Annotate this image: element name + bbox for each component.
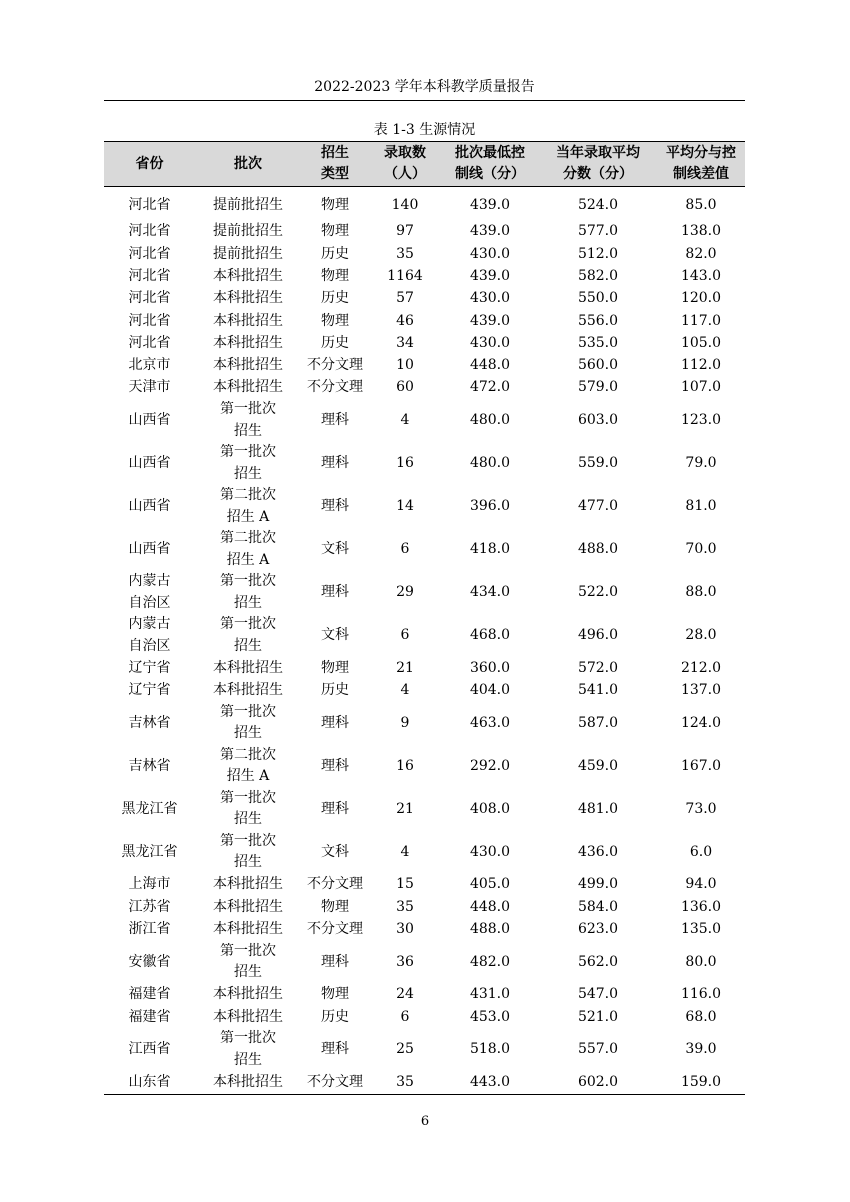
cell-type: 理科: [321, 714, 349, 731]
cell-province: 上海市: [128, 876, 171, 893]
cell-province: 河北省: [128, 334, 171, 351]
table-header: [104, 142, 745, 187]
cell-type: 理科: [321, 498, 349, 515]
cell-batch: 第一批次 招生: [220, 401, 276, 439]
cell-admitted: 1164: [387, 267, 423, 284]
cell-difference: 124.0: [680, 714, 722, 731]
column-header-province: 省份: [135, 155, 164, 172]
cell-province: 山西省: [128, 455, 171, 472]
cell-min-line: 405.0: [469, 876, 511, 893]
cell-type: 物理: [321, 267, 349, 284]
cell-type: 文科: [321, 541, 349, 558]
cell-min-line: 443.0: [469, 1073, 511, 1090]
cell-type: 理科: [321, 412, 349, 429]
cell-difference: 80.0: [685, 953, 717, 970]
cell-min-line: 518.0: [469, 1041, 511, 1058]
cell-difference: 136.0: [680, 898, 722, 915]
cell-province: 江西省: [128, 1041, 171, 1058]
cell-avg-score: 550.0: [577, 290, 619, 307]
cell-admitted: 57: [396, 290, 414, 307]
table-row: [104, 399, 745, 442]
cell-min-line: 439.0: [469, 267, 511, 284]
cell-min-line: 430.0: [469, 245, 511, 262]
cell-avg-score: 602.0: [577, 1073, 619, 1090]
cell-difference: 28.0: [685, 627, 717, 644]
cell-difference: 116.0: [680, 986, 722, 1003]
cell-difference: 82.0: [685, 245, 717, 262]
cell-batch: 本科批招生: [213, 1073, 283, 1090]
cell-type: 不分文理: [307, 379, 363, 396]
cell-batch: 提前批招生: [213, 197, 283, 214]
cell-min-line: 404.0: [469, 682, 511, 699]
table-row: [104, 874, 745, 896]
cell-batch: 本科批招生: [213, 659, 283, 676]
cell-batch: 本科批招生: [213, 920, 283, 937]
cell-avg-score: 556.0: [577, 312, 619, 329]
cell-province: 河北省: [128, 197, 171, 214]
cell-min-line: 430.0: [469, 290, 511, 307]
cell-type: 物理: [321, 898, 349, 915]
table-row: [104, 984, 745, 1006]
cell-avg-score: 603.0: [577, 412, 619, 429]
cell-batch: 本科批招生: [213, 312, 283, 329]
cell-admitted: 29: [396, 584, 414, 601]
cell-batch: 第二批次 招生 A: [220, 487, 276, 525]
table-row: [104, 332, 745, 354]
cell-difference: 138.0: [680, 223, 722, 240]
cell-batch: 本科批招生: [213, 986, 283, 1003]
cell-admitted: 24: [396, 986, 414, 1003]
cell-province: 河北省: [128, 267, 171, 284]
cell-admitted: 14: [396, 498, 414, 515]
cell-batch: 本科批招生: [213, 898, 283, 915]
cell-difference: 94.0: [685, 876, 717, 893]
cell-admitted: 6: [400, 541, 410, 558]
cell-avg-score: 577.0: [577, 223, 619, 240]
cell-admitted: 10: [396, 357, 414, 374]
cell-province: 内蒙古 自治区: [128, 573, 171, 611]
cell-province: 辽宁省: [128, 659, 171, 676]
cell-type: 理科: [321, 584, 349, 601]
cell-avg-score: 459.0: [577, 757, 619, 774]
cell-avg-score: 477.0: [577, 498, 619, 515]
table-row: [104, 355, 745, 377]
cell-batch: 第一批次 招生: [220, 444, 276, 482]
cell-difference: 137.0: [680, 682, 722, 699]
cell-min-line: 430.0: [469, 334, 511, 351]
cell-type: 理科: [321, 953, 349, 970]
cell-batch: 第一批次 招生: [220, 832, 276, 871]
cell-type: 物理: [321, 197, 349, 214]
table-row: [104, 702, 745, 745]
table-row: [104, 919, 745, 941]
cell-admitted: 34: [396, 334, 414, 351]
cell-province: 浙江省: [128, 920, 171, 937]
table-row: [104, 1028, 745, 1071]
cell-batch: 本科批招生: [213, 876, 283, 893]
cell-type: 理科: [321, 455, 349, 472]
cell-min-line: 472.0: [469, 379, 511, 396]
cell-difference: 212.0: [680, 659, 722, 676]
column-header-difference: 平均分与控 制线差值: [666, 145, 736, 182]
report-title: 2022-2023 学年本科教学质量报告: [314, 79, 535, 95]
cell-batch: 第二批次 招生 A: [220, 746, 276, 785]
cell-avg-score: 623.0: [577, 920, 619, 937]
cell-type: 物理: [321, 986, 349, 1003]
cell-admitted: 4: [400, 412, 410, 429]
cell-admitted: 6: [400, 1008, 410, 1025]
table-row: [104, 221, 745, 243]
cell-province: 山东省: [128, 1073, 171, 1090]
table-row: [104, 442, 745, 485]
cell-admitted: 16: [396, 757, 414, 774]
cell-difference: 167.0: [680, 757, 722, 774]
cell-batch: 本科批招生: [213, 379, 283, 396]
cell-province: 天津市: [128, 379, 171, 396]
cell-batch: 本科批招生: [213, 1008, 283, 1025]
table-row: [104, 528, 745, 571]
table-row: [104, 1071, 745, 1094]
cell-type: 不分文理: [307, 920, 363, 937]
cell-avg-score: 521.0: [577, 1008, 619, 1025]
column-header-admitted: 录取数 （人）: [384, 145, 426, 182]
cell-admitted: 35: [396, 245, 414, 262]
cell-min-line: 488.0: [469, 920, 511, 937]
cell-type: 物理: [321, 223, 349, 240]
cell-province: 山西省: [128, 412, 171, 429]
column-header-batch: 批次: [234, 155, 262, 172]
cell-min-line: 434.0: [469, 584, 511, 601]
cell-province: 辽宁省: [128, 682, 171, 699]
cell-province: 吉林省: [128, 757, 171, 774]
cell-avg-score: 436.0: [577, 843, 619, 860]
cell-batch: 本科批招生: [213, 682, 283, 699]
cell-type: 历史: [321, 245, 349, 262]
cell-difference: 68.0: [685, 1008, 717, 1025]
table-row: [104, 310, 745, 332]
cell-min-line: 468.0: [469, 627, 511, 644]
cell-avg-score: 562.0: [577, 953, 619, 970]
cell-province: 河北省: [128, 312, 171, 329]
table-body: [104, 187, 745, 1095]
cell-admitted: 21: [396, 659, 414, 676]
cell-avg-score: 524.0: [577, 197, 619, 214]
cell-admitted: 35: [396, 898, 414, 915]
cell-admitted: 60: [396, 379, 414, 396]
cell-province: 黑龙江省: [121, 843, 178, 860]
column-header-type: 招生 类型: [321, 145, 349, 182]
cell-admitted: 9: [400, 714, 410, 731]
cell-admitted: 97: [396, 223, 414, 240]
cell-difference: 112.0: [680, 357, 722, 374]
table-row: [104, 243, 745, 265]
cell-min-line: 439.0: [469, 223, 511, 240]
cell-admitted: 140: [391, 197, 419, 214]
table-row: [104, 896, 745, 918]
cell-province: 山西省: [128, 498, 171, 515]
cell-difference: 70.0: [685, 541, 717, 558]
cell-min-line: 439.0: [469, 312, 511, 329]
cell-difference: 81.0: [685, 498, 717, 515]
cell-avg-score: 499.0: [577, 876, 619, 893]
cell-min-line: 292.0: [469, 757, 511, 774]
cell-difference: 143.0: [680, 267, 722, 284]
cell-avg-score: 560.0: [577, 357, 619, 374]
cell-difference: 107.0: [680, 379, 722, 396]
cell-admitted: 46: [396, 312, 414, 329]
table-row: [104, 788, 745, 831]
table-row: [104, 614, 745, 657]
table-row: [104, 377, 745, 399]
cell-batch: 本科批招生: [213, 290, 283, 307]
cell-admitted: 30: [396, 920, 414, 937]
cell-avg-score: 512.0: [577, 245, 619, 262]
cell-type: 不分文理: [307, 876, 363, 893]
cell-type: 历史: [321, 1008, 349, 1025]
cell-difference: 73.0: [685, 800, 717, 817]
cell-batch: 第一批次 招生: [220, 703, 276, 742]
cell-province: 福建省: [128, 1008, 171, 1025]
cell-province: 黑龙江省: [121, 800, 178, 817]
cell-min-line: 396.0: [469, 498, 511, 515]
table-row: [104, 831, 745, 874]
cell-admitted: 4: [400, 682, 410, 699]
cell-province: 福建省: [128, 986, 171, 1003]
cell-min-line: 448.0: [469, 898, 511, 915]
cell-province: 内蒙古 自治区: [128, 616, 171, 654]
cell-min-line: 463.0: [469, 714, 511, 731]
table-row: [104, 485, 745, 528]
cell-admitted: 15: [396, 876, 414, 893]
cell-type: 不分文理: [307, 1073, 363, 1090]
cell-admitted: 36: [396, 953, 414, 970]
cell-admitted: 25: [396, 1041, 414, 1058]
cell-batch: 第一批次 招生: [220, 573, 276, 611]
cell-province: 江苏省: [128, 898, 171, 915]
cell-avg-score: 582.0: [577, 267, 619, 284]
cell-difference: 159.0: [680, 1073, 722, 1090]
cell-difference: 105.0: [680, 334, 722, 351]
cell-type: 不分文理: [307, 357, 363, 374]
cell-avg-score: 541.0: [577, 682, 619, 699]
cell-province: 河北省: [128, 290, 171, 307]
cell-difference: 123.0: [680, 412, 722, 429]
cell-avg-score: 496.0: [577, 627, 619, 644]
cell-batch: 本科批招生: [213, 267, 283, 284]
cell-type: 理科: [321, 800, 349, 817]
table-row: [104, 657, 745, 679]
cell-min-line: 448.0: [469, 357, 511, 374]
table-row: [104, 187, 745, 222]
cell-min-line: 418.0: [469, 541, 511, 558]
cell-type: 历史: [321, 290, 349, 307]
cell-province: 河北省: [128, 223, 171, 240]
table-row: [104, 1006, 745, 1028]
cell-avg-score: 559.0: [577, 455, 619, 472]
table-row: [104, 745, 745, 788]
cell-avg-score: 584.0: [577, 898, 619, 915]
cell-avg-score: 587.0: [577, 714, 619, 731]
cell-batch: 第一批次 招生: [220, 1030, 276, 1068]
cell-difference: 6.0: [689, 843, 713, 860]
table-row: [104, 266, 745, 288]
cell-min-line: 480.0: [469, 412, 511, 429]
cell-type: 历史: [321, 334, 349, 351]
cell-avg-score: 481.0: [577, 800, 619, 817]
table-row: [104, 288, 745, 310]
cell-min-line: 408.0: [469, 800, 511, 817]
page-header: [104, 76, 745, 101]
cell-admitted: 16: [396, 455, 414, 472]
cell-province: 北京市: [128, 357, 171, 374]
cell-province: 河北省: [128, 245, 171, 262]
cell-type: 历史: [321, 682, 349, 699]
table-caption: 表 1-3 生源情况: [373, 122, 476, 138]
cell-difference: 79.0: [685, 455, 717, 472]
cell-avg-score: 572.0: [577, 659, 619, 676]
cell-batch: 本科批招生: [213, 357, 283, 374]
cell-min-line: 482.0: [469, 953, 511, 970]
cell-avg-score: 535.0: [577, 334, 619, 351]
cell-admitted: 21: [396, 800, 414, 817]
cell-batch: 提前批招生: [213, 223, 283, 240]
cell-avg-score: 557.0: [577, 1041, 619, 1058]
table-row: [104, 680, 745, 702]
cell-admitted: 4: [400, 843, 410, 860]
cell-min-line: 439.0: [469, 197, 511, 214]
cell-type: 文科: [321, 843, 349, 860]
cell-batch: 第一批次 招生: [220, 789, 276, 828]
cell-type: 理科: [321, 757, 349, 774]
cell-admitted: 35: [396, 1073, 414, 1090]
column-header-avg-score: 当年录取平均 分数（分）: [556, 145, 640, 182]
cell-province: 吉林省: [128, 714, 171, 731]
cell-batch: 第一批次 招生: [220, 942, 276, 981]
cell-province: 山西省: [128, 541, 171, 558]
cell-min-line: 453.0: [469, 1008, 511, 1025]
table-row: [104, 941, 745, 984]
header-row: [104, 142, 745, 187]
cell-min-line: 360.0: [469, 659, 511, 676]
cell-type: 理科: [321, 1041, 349, 1058]
cell-difference: 88.0: [685, 584, 717, 601]
cell-type: 文科: [321, 627, 349, 644]
column-header-min-line: 批次最低控 制线（分）: [455, 145, 525, 182]
cell-type: 物理: [321, 312, 349, 329]
cell-avg-score: 488.0: [577, 541, 619, 558]
cell-type: 物理: [321, 659, 349, 676]
cell-province: 安徽省: [128, 953, 171, 970]
cell-difference: 120.0: [680, 290, 722, 307]
cell-avg-score: 547.0: [577, 986, 619, 1003]
cell-avg-score: 522.0: [577, 584, 619, 601]
cell-batch: 本科批招生: [213, 334, 283, 351]
cell-avg-score: 579.0: [577, 379, 619, 396]
enrollment-table: [104, 141, 745, 1095]
cell-min-line: 431.0: [469, 986, 511, 1003]
cell-batch: 提前批招生: [213, 245, 283, 262]
cell-batch: 第二批次 招生 A: [220, 530, 276, 568]
cell-difference: 39.0: [685, 1041, 717, 1058]
cell-min-line: 480.0: [469, 455, 511, 472]
cell-min-line: 430.0: [469, 843, 511, 860]
cell-difference: 135.0: [680, 920, 722, 937]
cell-batch: 第一批次 招生: [220, 616, 276, 654]
cell-difference: 117.0: [680, 312, 722, 329]
cell-difference: 85.0: [685, 197, 717, 214]
table-row: [104, 571, 745, 614]
cell-admitted: 6: [400, 627, 410, 644]
page-number: 6: [420, 1114, 430, 1129]
